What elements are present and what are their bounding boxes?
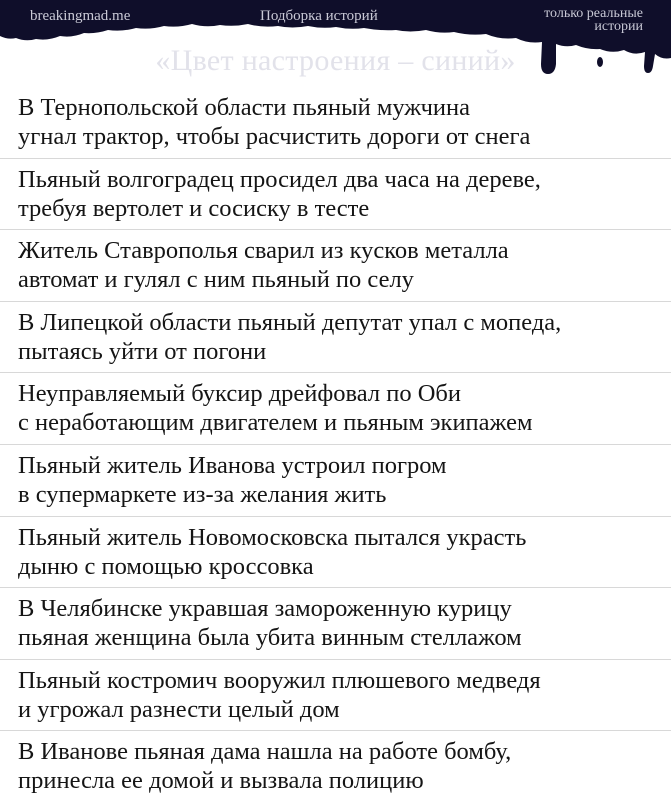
story-line-2: и угрожал разнести целый дом [18, 695, 340, 723]
story-line-1: В Челябинске укравшая замороженную курицу [18, 595, 512, 623]
story-line-1: В Иванове пьяная дама нашла на работе бомбу, [18, 738, 512, 766]
story-line-2: в супермаркете из-за желания жить [18, 480, 387, 508]
tagline-line-2: истории [594, 19, 643, 34]
story-item [0, 517, 671, 589]
story-item [0, 373, 671, 445]
story-item [0, 731, 671, 803]
header-tagline [544, 7, 643, 33]
story-item [0, 230, 671, 302]
story-line-2: пытаясь уйти от погони [18, 337, 267, 365]
story-line-2: с неработающим двигателем и пьяным экипажем [18, 409, 533, 437]
story-line-1: Пьяный костромич вооружил плюшевого медведя [18, 666, 541, 694]
story-line-1: Неуправляемый буксир дрейфовал по Оби [18, 380, 461, 408]
header-caption: Подборка историй [260, 8, 378, 24]
story-item [0, 302, 671, 374]
site-name: breakingmad.me [30, 8, 131, 24]
story-list [0, 87, 671, 803]
story-line-1: Житель Ставрополья сварил из кусков металла [18, 237, 509, 265]
story-line-1: В Липецкой области пьяный депутат упал с мопеда, [18, 308, 562, 336]
story-line-1: В Тернопольской области пьяный мужчина [18, 94, 470, 121]
story-item [0, 159, 671, 231]
story-line-1: Пьяный житель Иванова устроил погром [18, 451, 447, 479]
story-line-2: принесла ее домой и вызвала полицию [18, 767, 424, 795]
story-item [0, 588, 671, 660]
story-item [0, 660, 671, 732]
header-banner [0, 0, 671, 90]
story-item [0, 87, 671, 159]
story-line-2: угнал трактор, чтобы расчистить дороги от снега [18, 123, 531, 150]
story-line-2: требуя вертолет и сосиску в тесте [18, 194, 370, 222]
tagline-line-1: только реальные [544, 6, 643, 21]
story-line-2: пьяная женщина была убита винным стеллажом [18, 624, 522, 652]
story-line-2: автомат и гулял с ним пьяный по селу [18, 266, 414, 294]
story-line-1: Пьяный волгоградец просидел два часа на дереве, [18, 165, 541, 193]
story-line-1: Пьяный житель Новомосковска пытался украсть [18, 523, 527, 551]
story-line-2: дыню с помощью кроссовка [18, 552, 314, 580]
story-item [0, 445, 671, 517]
page-title: «Цвет настроения – синий» [155, 44, 516, 77]
